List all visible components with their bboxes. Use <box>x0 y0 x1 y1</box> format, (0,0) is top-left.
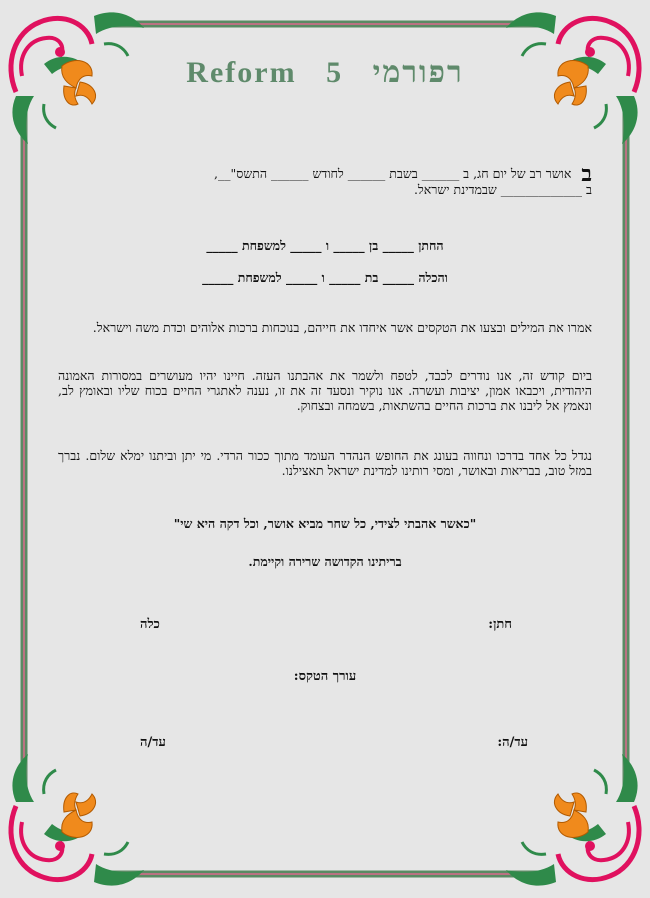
couple-section <box>58 238 592 253</box>
couple-section-bride <box>58 270 592 285</box>
paragraph-1: אמרו את המילים ובצעו את הטקסים אשר איחדו את חייהם, בנוכחות ברכות אלוהים וכדת משה וישראל. <box>92 320 592 335</box>
title-number: 5 <box>326 56 344 89</box>
witness-right-label: עד/ה: <box>497 735 528 750</box>
opening-line-2: ב _____________ שבמדינת ישראל. <box>413 182 592 197</box>
opening-section <box>58 161 592 197</box>
title-hebrew: רפורמי <box>372 56 464 89</box>
quote: "כאשר אהבתי לצידי, כל שחר מביא אושר, וכל דקה היא שי" <box>173 516 477 531</box>
quote-block <box>58 516 592 531</box>
opening-letter: ב <box>581 161 592 187</box>
witness-left-label: עד/ה <box>140 735 166 750</box>
closing-block <box>58 554 592 569</box>
groom-line: החתן _____ בן _____ ו _____ למשפחת _____ <box>206 238 444 253</box>
page-title <box>0 56 650 90</box>
bride-line: והכלה _____ בת _____ ו _____ למשפחת _____ <box>202 270 448 285</box>
officiant-signature-label: עורך הטקס: <box>293 669 357 684</box>
paragraph-3: נגדל כל אחד בדרכו ונחווה בעונג את החופש הנהדר העומד מתוך ככור הרדי. מי יתן וביתנו ימלא שלום. נברך במזל טוב, בבריאות ובאושר, ומסי רותינו למדינת ישראל תאצילנו. <box>58 448 592 478</box>
opening-line-1: אושר רב של יום חג, ב ______ בשבת ______ לחודש ______ התשס"__, <box>214 166 572 181</box>
paragraph-3-block <box>58 448 592 478</box>
title-latin: Reform <box>186 56 297 89</box>
closing-statement: בריתינו הקדושה שרירה וקיימת. <box>248 554 402 569</box>
paragraph-2-block <box>58 368 592 413</box>
paragraph-2: ביום קודש זה, אנו נודרים לכבד, לטפח ולשמר את אהבתנו העזה. חיינו יהיו מעושרים במסורות האמונה היהודית, ויכבאו אמון, יציבות ועשרה. אנו נוקיר ונסעד זה את זו, נענה לאתגרי החיים בכוח שליו ובאומץ לב, ונאמץ אל ליבנו את ברכות החיים בהשתאות, בשמחה ובצחוק. <box>58 368 592 413</box>
groom-signature-label: חתן: <box>488 617 512 632</box>
paragraph-1-block <box>58 320 592 335</box>
bride-signature-label: כלה <box>140 617 160 632</box>
